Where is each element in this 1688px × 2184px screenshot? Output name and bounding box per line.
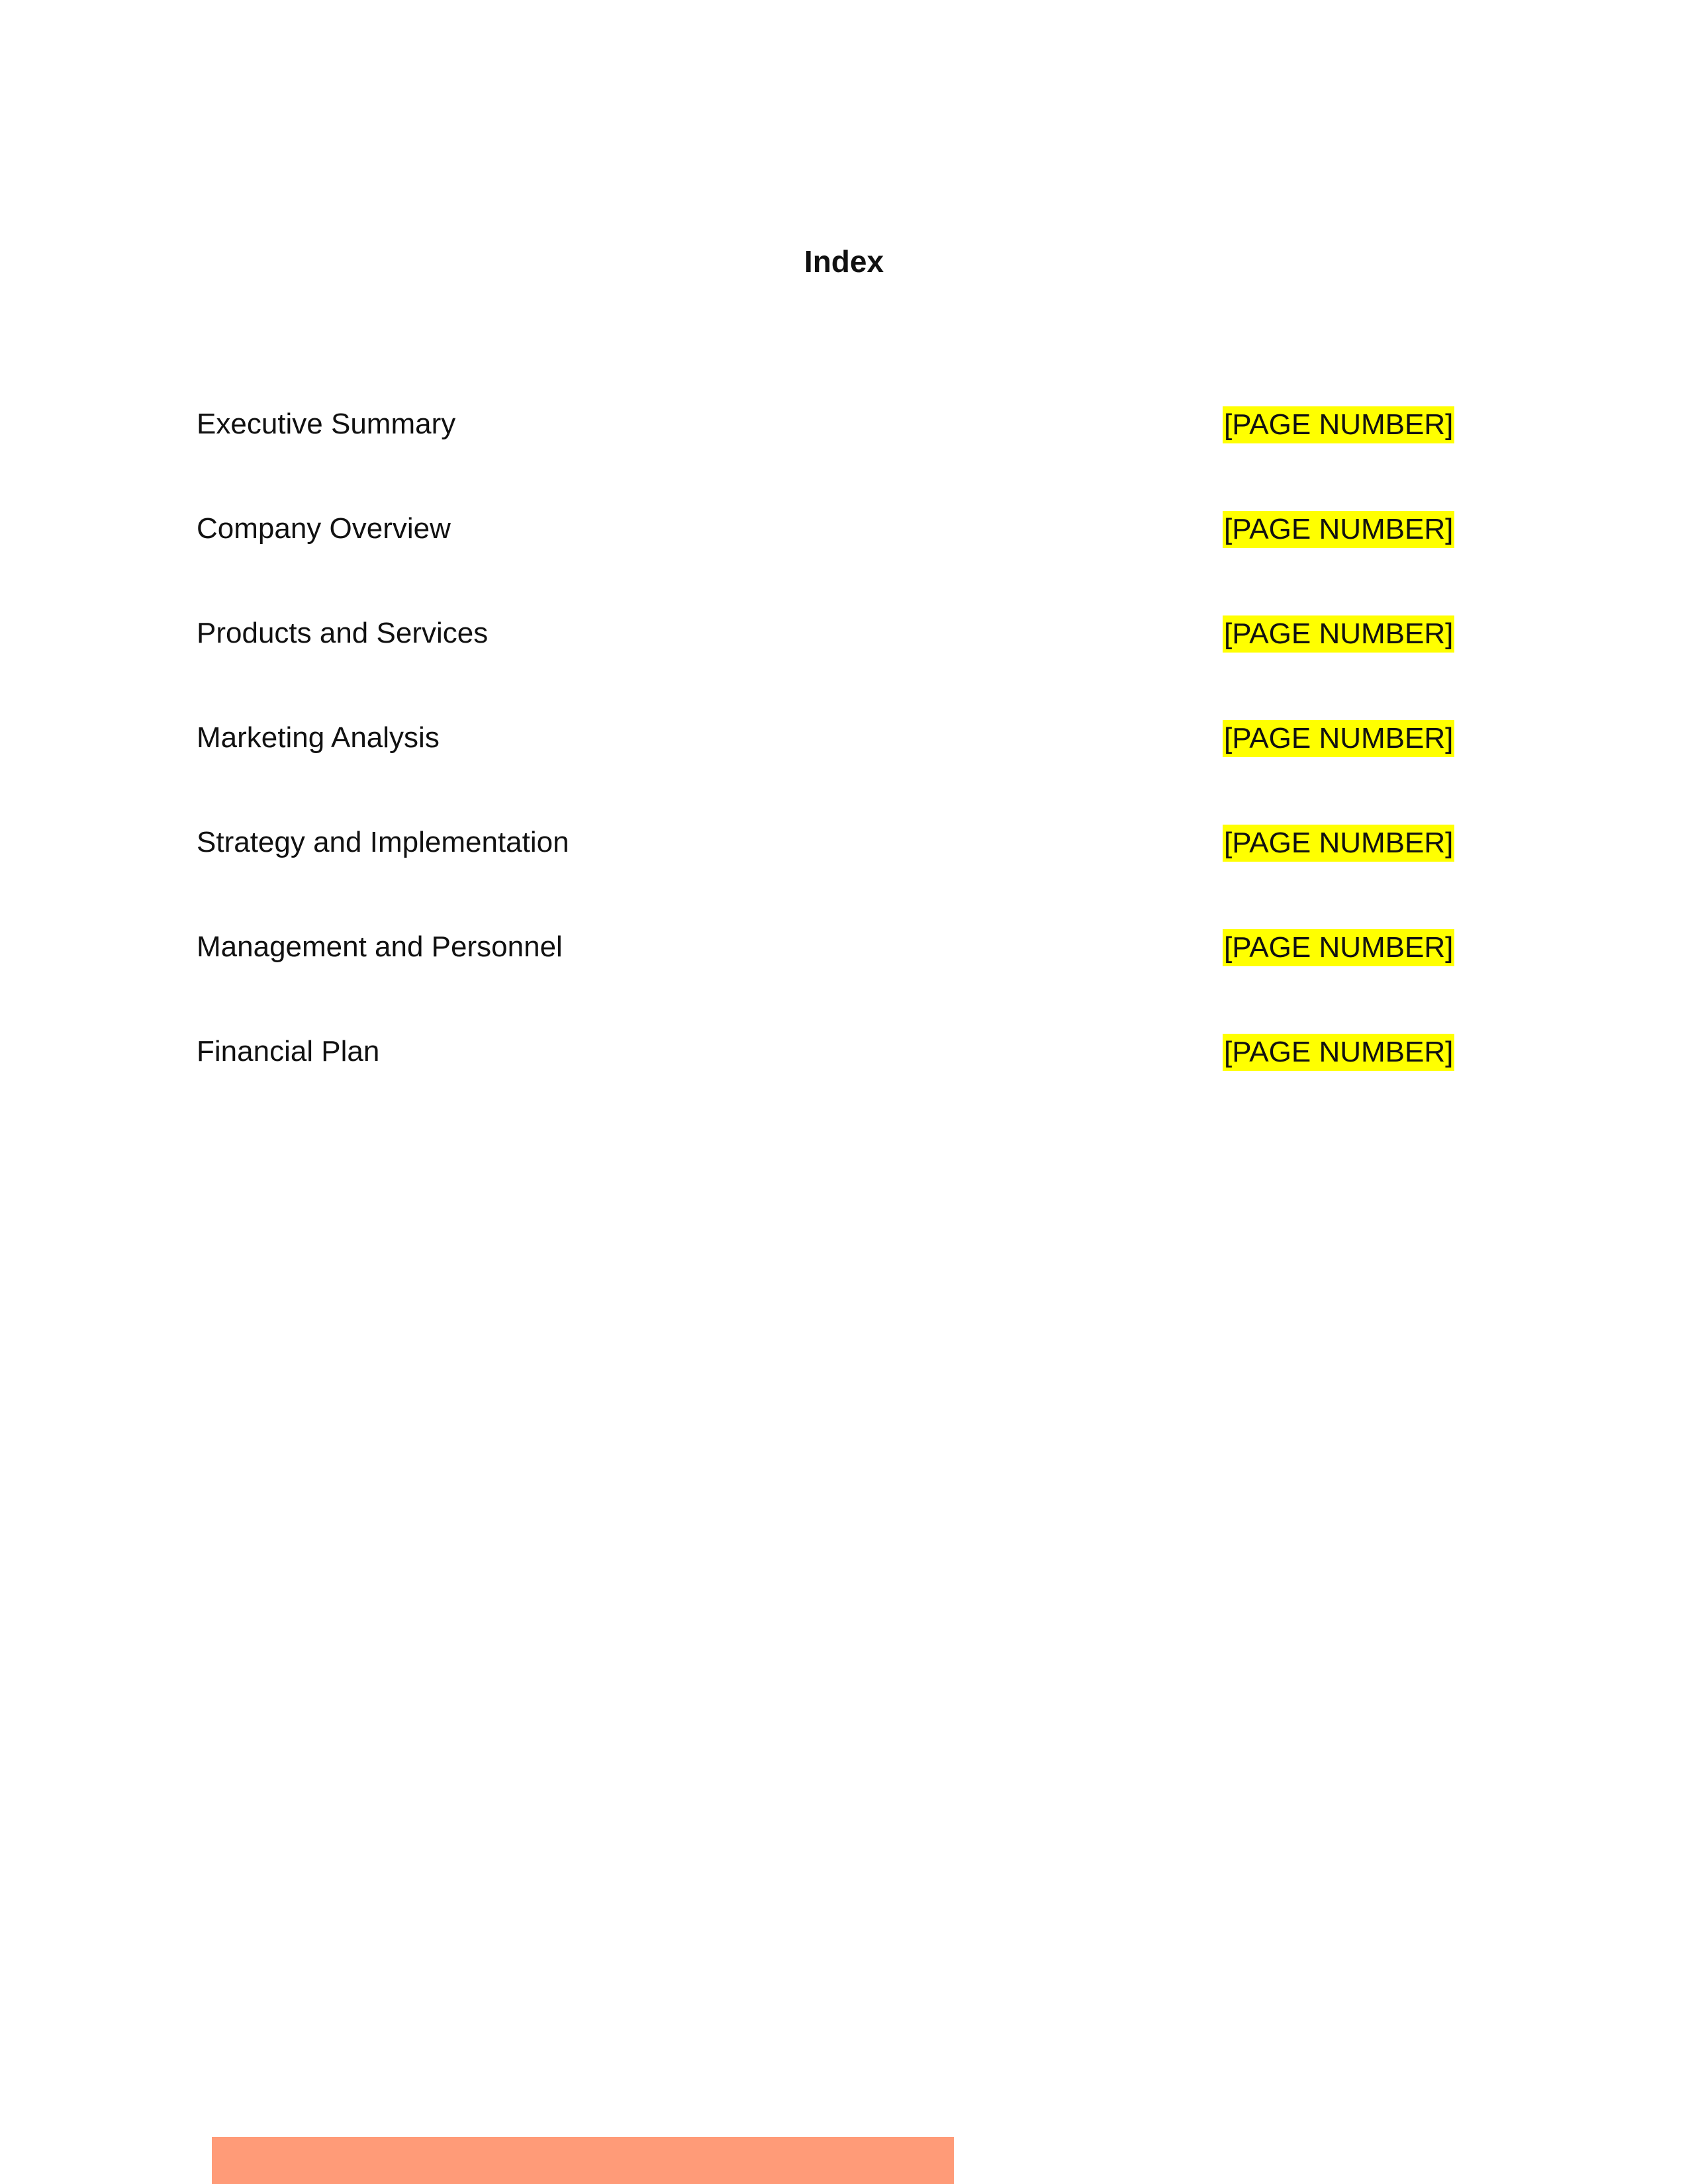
page-number-placeholder: [PAGE NUMBER] [1223,615,1454,653]
index-entry-label: Company Overview [197,512,451,545]
index-entry-label: Management and Personnel [197,931,563,963]
index-row-management-and-personnel [197,927,1454,1031]
index-entry-label: Marketing Analysis [197,721,440,754]
index-entry-label: Executive Summary [197,408,456,440]
index-entry-label: Products and Services [197,617,489,649]
footer-color-band [212,2137,954,2184]
index-entry-label: Financial Plan [197,1035,380,1068]
index-row-company-overview [197,508,1454,613]
page-number-placeholder: [PAGE NUMBER] [1223,929,1454,966]
page-number-placeholder: [PAGE NUMBER] [1223,720,1454,757]
index-row-strategy-and-implementation [197,822,1454,927]
page-number-placeholder: [PAGE NUMBER] [1223,511,1454,548]
page-number-placeholder: [PAGE NUMBER] [1223,825,1454,862]
index-list [197,404,1454,1136]
index-entry-label: Strategy and Implementation [197,826,569,858]
index-row-executive-summary [197,404,1454,508]
index-row-marketing-analysis [197,717,1454,822]
page-number-placeholder: [PAGE NUMBER] [1223,1034,1454,1071]
page-title: Index [804,244,884,279]
index-row-financial-plan [197,1031,1454,1136]
page-number-placeholder: [PAGE NUMBER] [1223,406,1454,443]
index-row-products-and-services [197,613,1454,717]
